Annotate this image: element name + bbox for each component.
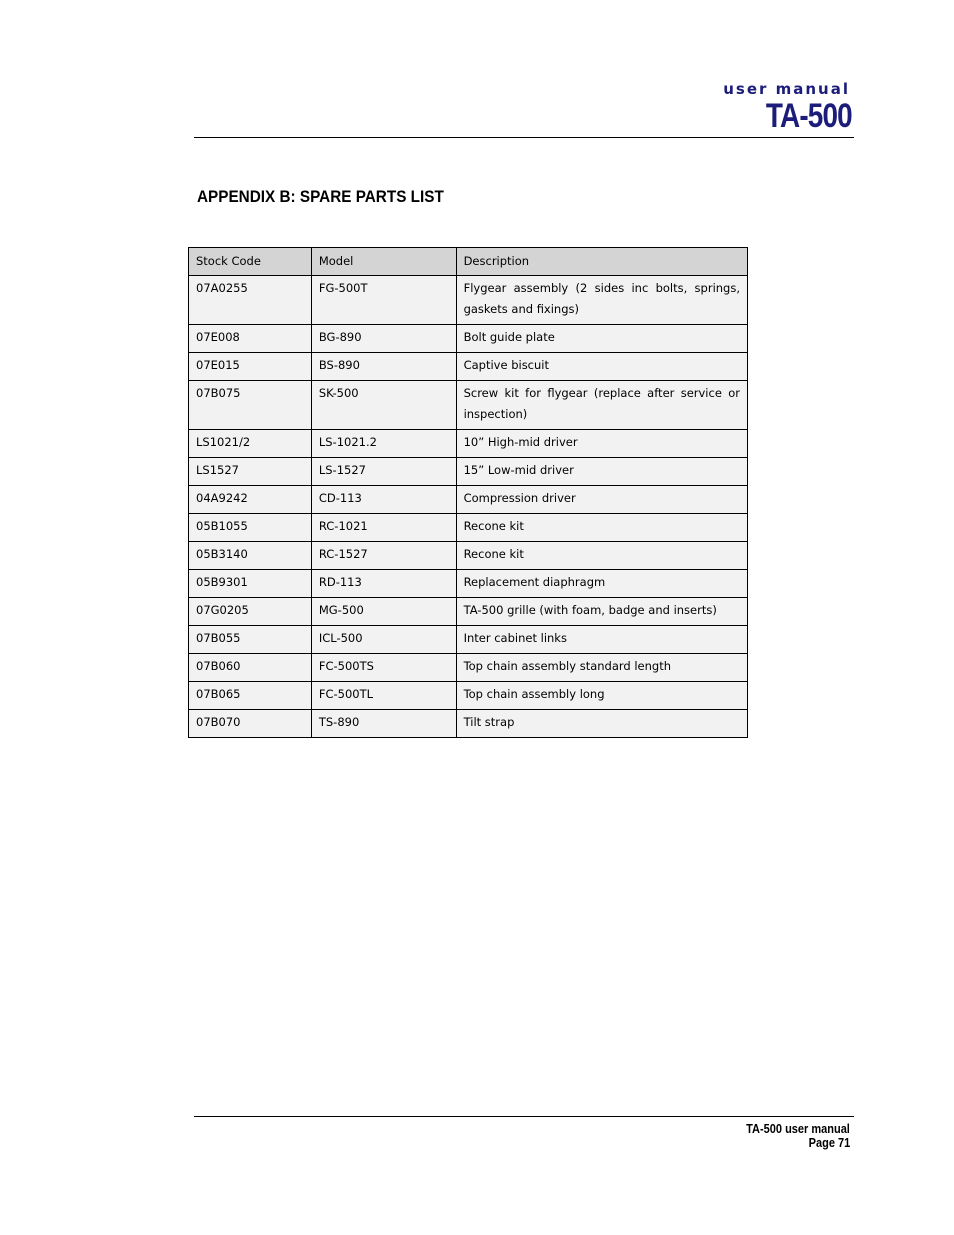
cell-description: 10” High-mid driver	[456, 430, 747, 458]
cell-description: Recone kit	[456, 542, 747, 570]
footer-page-number: Page 71	[808, 1136, 850, 1150]
cell-stock-code: 05B1055	[189, 514, 312, 542]
cell-description: Compression driver	[456, 486, 747, 514]
cell-model: BS-890	[311, 353, 456, 381]
cell-model: RD-113	[311, 570, 456, 598]
cell-stock-code: 05B9301	[189, 570, 312, 598]
cell-stock-code: 07E008	[189, 325, 312, 353]
header-divider	[194, 137, 854, 138]
cell-stock-code: LS1527	[189, 458, 312, 486]
table-row	[189, 626, 748, 654]
table-header-row	[189, 248, 748, 276]
cell-model: MG-500	[311, 598, 456, 626]
table-row	[189, 710, 748, 738]
cell-stock-code: 07B075	[189, 381, 312, 430]
table-row	[189, 654, 748, 682]
cell-description: Inter cabinet links	[456, 626, 747, 654]
cell-stock-code: 07B060	[189, 654, 312, 682]
cell-model: ICL-500	[311, 626, 456, 654]
cell-stock-code: 07B055	[189, 626, 312, 654]
cell-stock-code: 07G0205	[189, 598, 312, 626]
cell-model: FG-500T	[311, 276, 456, 325]
cell-model: FC-500TL	[311, 682, 456, 710]
table-row	[189, 682, 748, 710]
cell-description: TA-500 grille (with foam, badge and inserts)	[456, 598, 747, 626]
cell-model: SK-500	[311, 381, 456, 430]
table-row	[189, 276, 748, 325]
cell-model: LS-1021.2	[311, 430, 456, 458]
section-heading: APPENDIX B: SPARE PARTS LIST	[197, 187, 444, 206]
column-header-stock-code: Stock Code	[189, 248, 312, 276]
cell-description: Recone kit	[456, 514, 747, 542]
table-row	[189, 353, 748, 381]
cell-model: FC-500TS	[311, 654, 456, 682]
cell-description: Tilt strap	[456, 710, 747, 738]
column-header-model: Model	[311, 248, 456, 276]
column-header-description: Description	[456, 248, 747, 276]
cell-stock-code: LS1021/2	[189, 430, 312, 458]
table-row	[189, 570, 748, 598]
cell-model: LS-1527	[311, 458, 456, 486]
spare-parts-table	[188, 247, 748, 738]
table-row	[189, 458, 748, 486]
cell-model: TS-890	[311, 710, 456, 738]
footer-manual-title: TA-500 user manual	[746, 1122, 850, 1136]
cell-description: Top chain assembly standard length	[456, 654, 747, 682]
table-row	[189, 486, 748, 514]
cell-description: Flygear assembly (2 sides inc bolts, springs, gaskets and fixings)	[456, 276, 747, 325]
cell-model: CD-113	[311, 486, 456, 514]
table-row	[189, 430, 748, 458]
cell-stock-code: 07A0255	[189, 276, 312, 325]
cell-description: Captive biscuit	[456, 353, 747, 381]
table-row	[189, 325, 748, 353]
footer-divider	[194, 1116, 854, 1117]
table-row	[189, 381, 748, 430]
table-body	[189, 276, 748, 738]
cell-model: RC-1527	[311, 542, 456, 570]
cell-stock-code: 07B065	[189, 682, 312, 710]
cell-description: Bolt guide plate	[456, 325, 747, 353]
table-row	[189, 514, 748, 542]
cell-description: Screw kit for flygear (replace after service or inspection)	[456, 381, 747, 430]
cell-description: Top chain assembly long	[456, 682, 747, 710]
cell-stock-code: 05B3140	[189, 542, 312, 570]
cell-stock-code: 04A9242	[189, 486, 312, 514]
table-row	[189, 542, 748, 570]
table-row	[189, 598, 748, 626]
cell-description: Replacement diaphragm	[456, 570, 747, 598]
cell-model: RC-1021	[311, 514, 456, 542]
header-subtitle: user manual	[723, 80, 850, 98]
cell-description: 15” Low-mid driver	[456, 458, 747, 486]
cell-stock-code: 07E015	[189, 353, 312, 381]
header-title: TA-500	[766, 97, 852, 135]
cell-stock-code: 07B070	[189, 710, 312, 738]
cell-model: BG-890	[311, 325, 456, 353]
